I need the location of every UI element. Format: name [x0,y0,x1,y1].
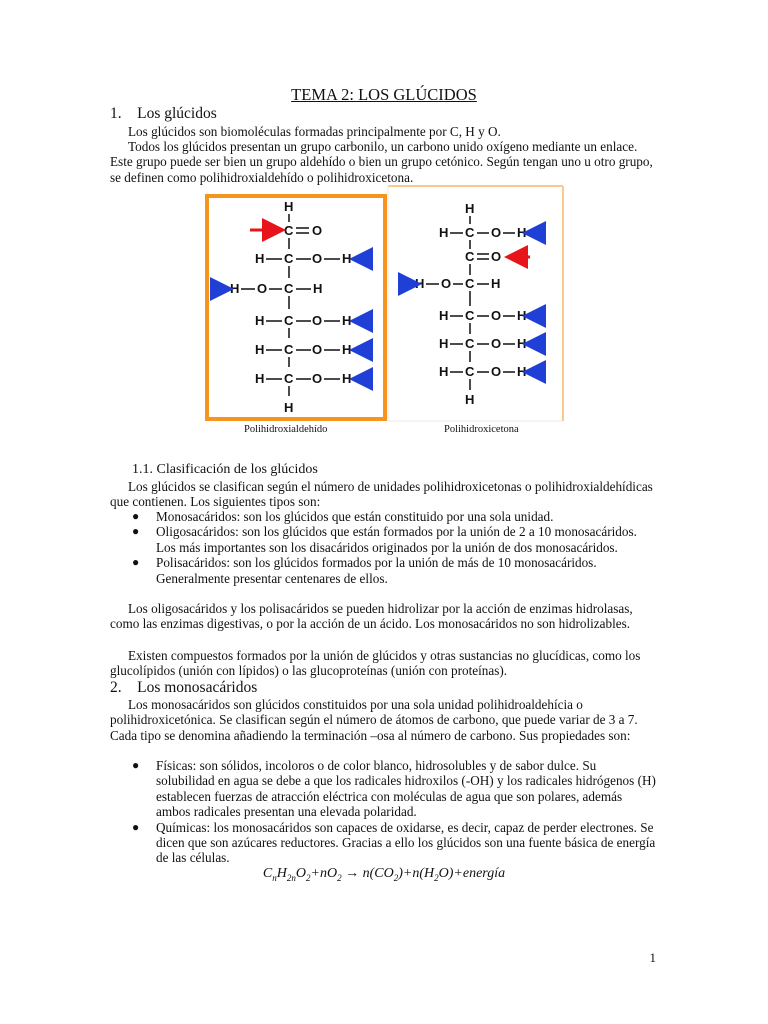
svg-text:O: O [312,371,323,386]
paragraph: Los glúcidos son biomoléculas formadas principalmente por C, H y O. [128,124,501,139]
svg-text:O: O [491,308,502,323]
list-item: ● Monosacáridos: son los glúcidos que están constituido por una sola unidad. [132,509,554,524]
svg-text:H: H [342,342,352,357]
svg-text:H: H [439,364,449,379]
list-item: ● Físicas: son sólidos, incoloros o de color blanco, hidrosolubles y de sabor dulce. Su solubilidad en agua se debe a que los radicales hidroxilos (-OH) y los radicales hidrógenos (H) establecen fuerzas de atracción eléctrica con moléculas de agua que son polares, además ambos radicales presentan una elevada polaridad. [132,758,656,820]
svg-text:H: H [491,276,501,291]
svg-text:H: H [415,276,425,291]
oxidation-formula: $C_nH_{2n}O_2+nO_2$ → $n(CO_2)+n(H_2O)+energía$ [262,866,506,883]
structure-figure [200,183,566,423]
svg-text:H: H [517,225,527,240]
paragraph: Los glúcidos se clasifican según el número de unidades polihidroxicetonas o polihidroxialdehídicas que contienen. Los siguientes tipos son: [110,479,653,510]
svg-text:O: O [257,281,268,296]
svg-text:C: C [284,313,294,328]
svg-text:C: C [465,336,475,351]
aldehyde-structure [207,196,385,419]
orange-frame [207,196,385,419]
bullet-icon: ● [132,819,140,834]
svg-text:H: H [255,342,265,357]
svg-text:H: H [284,400,294,415]
svg-text:H: H [342,313,352,328]
svg-text:H: H [255,371,265,386]
atom-o: O [312,223,323,238]
paragraph: Los monosacáridos son glúcidos constituidos por una sola unidad polihidroaldehícia o polihidroxicetónica. Se clasifican según el número de átomos de carbono, que puede variar de 3 a 7. Cada tipo se denomina añadiendo la terminación –osa al número de carbono. Sus propiedades son: [110,697,638,743]
section-1-heading: 1. Los glúcidos [110,105,217,122]
paragraph: Todos los glúcidos presentan un grupo carbonilo, un carbono unido oxígeno mediante un enlace. Este grupo puede ser bien un grupo aldehído o bien un grupo cetónico. Según tengan uno u otro grupo, se definen como polihidroxialdehído o polihidroxicetona. [110,139,653,185]
svg-text:O: O [491,336,502,351]
page-number: 1 [649,950,656,965]
svg-text:O: O [312,313,323,328]
svg-text:O: O [491,225,502,240]
subsection-1-1-heading: 1.1. Clasificación de los glúcidos [132,462,318,477]
svg-text:H: H [517,364,527,379]
svg-text:C: C [465,225,475,240]
svg-text:H: H [439,308,449,323]
svg-text:H: H [465,201,475,216]
list-item: ● Químicas: los monosacáridos son capaces de oxidarse, es decir, capaz de perder electrones. Se dicen que son azúcares reductores. Gracias a ello los glúcidos son una fuente básica de energía de las células. [132,819,656,866]
svg-text:C: C [465,249,475,264]
atom-h: H [284,199,294,214]
svg-text:C: C [284,371,294,386]
bullet-icon: ● [132,555,140,570]
svg-text:H: H [465,392,475,407]
figure-caption-left: Polihidroxialdehído [244,424,328,435]
svg-text:H: H [439,336,449,351]
svg-text:O: O [491,364,502,379]
section-2-heading: 2. Los monosacáridos [110,679,258,696]
paragraph: Existen compuestos formados por la unión de glúcidos y otras sustancias no glucídicas, como los glucolípidos (unión con lípidos) o las glucoproteínas (unión con proteínas). [110,648,641,679]
svg-text:H: H [230,281,240,296]
svg-text:H: H [255,251,265,266]
page-title: TEMA 2: LOS GLÚCIDOS [291,85,477,104]
svg-text:H: H [342,371,352,386]
figure-caption-right: Polihidroxicetona [444,424,519,435]
svg-text:C: C [284,251,294,266]
svg-text:O: O [312,251,323,266]
list-item: ● Polisacáridos: son los glúcidos formados por la unión de más de 10 monosacáridos. Generalmente presentar centenares de ellos. [132,555,597,586]
svg-text:O: O [312,342,323,357]
atom-c: C [284,223,294,238]
svg-text:O: O [491,249,502,264]
svg-text:H: H [313,281,323,296]
properties-list [110,758,658,866]
svg-text:C: C [284,281,294,296]
svg-text:H: H [439,225,449,240]
classification-list [110,509,658,586]
svg-text:C: C [465,308,475,323]
svg-text:C: C [465,364,475,379]
bullet-icon: ● [132,758,140,772]
svg-text:O: O [441,276,452,291]
svg-text:C: C [284,342,294,357]
svg-text:H: H [255,313,265,328]
svg-text:H: H [517,308,527,323]
list-item: ● Oligosacáridos: son los glúcidos que están formados por la unión de 2 a 10 monosacáridos. Los más importantes son los disacáridos originados por la unión de dos monosacáridos. [132,524,637,555]
bullet-icon: ● [132,524,140,539]
svg-text:H: H [342,251,352,266]
paragraph: Los oligosacáridos y los polisacáridos se pueden hidrolizar por la acción de enzimas hidrolasas, como las enzimas digestivas, o por la acción de un ácido. Los monosacáridos no son hidrolizables. [110,601,633,632]
ketone-structure [388,186,563,421]
svg-text:C: C [465,276,475,291]
svg-text:H: H [517,336,527,351]
bullet-icon: ● [132,509,140,523]
